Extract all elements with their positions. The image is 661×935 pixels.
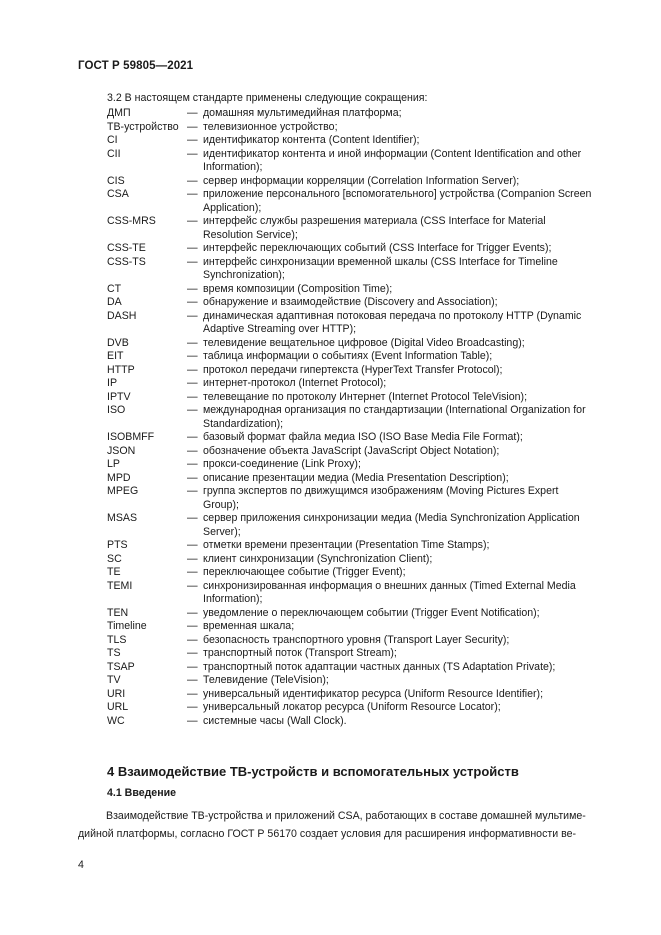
abbreviation-description bbox=[203, 107, 607, 121]
abbreviation-description bbox=[203, 620, 607, 634]
abbreviation-dash: — bbox=[187, 471, 198, 484]
abbreviation-dash: — bbox=[187, 687, 198, 700]
description-line: базовый формат файла медиа ISO (ISO Base Media File Format); bbox=[203, 431, 523, 443]
abbreviation-row bbox=[107, 256, 607, 283]
abbreviation-dash: — bbox=[187, 363, 198, 376]
abbreviation-row bbox=[107, 472, 607, 486]
abbreviation-description bbox=[203, 674, 607, 688]
page-number: 4 bbox=[78, 859, 84, 871]
abbreviation-dash: — bbox=[187, 377, 198, 389]
abbreviation-row bbox=[107, 296, 607, 310]
description-line: клиент синхронизации (Synchronization Client); bbox=[203, 552, 433, 565]
description-line: приложение персонального [вспомогательного] устройства (Companion Screen bbox=[203, 188, 592, 200]
abbreviation-description bbox=[203, 688, 607, 702]
abbreviation-term: DVB bbox=[107, 336, 129, 349]
abbreviation-description bbox=[203, 134, 607, 148]
abbreviation-description bbox=[203, 215, 607, 242]
abbreviation-row bbox=[107, 715, 607, 729]
abbreviation-term: ТВ-устройство bbox=[107, 120, 179, 133]
abbreviation-dash: — bbox=[187, 674, 198, 686]
abbreviation-dash: — bbox=[187, 633, 198, 646]
description-line: Information); bbox=[203, 593, 263, 605]
description-line: синхронизированная информация о внешних данных (Timed External Media bbox=[203, 579, 576, 592]
abbreviation-description bbox=[203, 485, 607, 512]
abbreviation-term: TEN bbox=[107, 606, 129, 619]
abbreviation-row bbox=[107, 566, 607, 580]
abbreviation-description bbox=[203, 188, 607, 215]
abbreviation-row bbox=[107, 431, 607, 445]
description-line: таблица информации о событиях (Event Information Table); bbox=[203, 350, 493, 362]
abbreviation-dash: — bbox=[187, 282, 198, 295]
abbreviation-row bbox=[107, 391, 607, 405]
subsection-title: 4.1 Введение bbox=[107, 787, 177, 799]
abbreviation-term: TS bbox=[107, 647, 121, 659]
description-line: Server); bbox=[203, 525, 241, 538]
abbreviation-row bbox=[107, 634, 607, 648]
abbreviation-term: PTS bbox=[107, 539, 128, 551]
abbreviation-term: EIT bbox=[107, 350, 124, 362]
abbreviation-description bbox=[203, 458, 607, 472]
abbreviation-description bbox=[203, 364, 607, 378]
paragraph-line: дийной платформы, согласно ГОСТ Р 56170 создает условия для расширения информативности ве- bbox=[78, 827, 577, 840]
body-paragraph bbox=[78, 808, 603, 843]
abbreviation-row bbox=[107, 701, 607, 715]
abbreviation-description bbox=[203, 634, 607, 648]
abbreviation-dash: — bbox=[187, 444, 198, 457]
description-line: домашняя мультимедийная платформа; bbox=[203, 107, 402, 119]
abbreviation-term: IP bbox=[107, 377, 118, 389]
abbreviation-description bbox=[203, 445, 607, 459]
abbreviation-dash: — bbox=[187, 147, 198, 160]
abbreviation-description bbox=[203, 242, 607, 256]
description-line: универсальный локатор ресурса (Uniform Resource Locator); bbox=[203, 701, 501, 713]
abbreviation-row bbox=[107, 121, 607, 135]
description-line: уведомление о переключающем событии (Trigger Event Notification); bbox=[203, 606, 540, 619]
abbreviation-row bbox=[107, 377, 607, 391]
abbreviation-term: TSAP bbox=[107, 660, 135, 673]
abbreviation-description bbox=[203, 715, 607, 729]
abbreviation-description bbox=[203, 431, 607, 445]
abbreviation-description bbox=[203, 539, 607, 553]
description-line: Телевидение (TeleVision); bbox=[203, 674, 329, 686]
description-line: телевещание по протоколу Интернет (Internet Protocol TeleVision); bbox=[203, 390, 528, 403]
abbreviation-row bbox=[107, 661, 607, 675]
abbreviation-description bbox=[203, 553, 607, 567]
abbreviation-term: MPD bbox=[107, 471, 131, 484]
document-header: ГОСТ Р 59805—2021 bbox=[78, 60, 194, 72]
abbreviation-row bbox=[107, 539, 607, 553]
abbreviation-row bbox=[107, 674, 607, 688]
abbreviation-term: WC bbox=[107, 714, 125, 727]
abbreviation-term: JSON bbox=[107, 444, 136, 457]
abbreviation-dash: — bbox=[187, 660, 198, 673]
section-title: 4 Взаимодействие ТВ-устройств и вспомогательных устройств bbox=[107, 764, 519, 779]
abbreviation-term: CIS bbox=[107, 174, 125, 187]
abbreviation-description bbox=[203, 175, 607, 189]
abbreviation-description bbox=[203, 566, 607, 580]
abbreviation-term: CSS-MRS bbox=[107, 215, 156, 227]
abbreviation-dash: — bbox=[187, 404, 198, 416]
description-line: сервер информации корреляции (Correlation Information Server); bbox=[203, 174, 520, 187]
abbreviation-row bbox=[107, 364, 607, 378]
abbreviation-term: IPTV bbox=[107, 390, 131, 403]
description-line: Group); bbox=[203, 498, 239, 511]
abbreviations-list bbox=[107, 107, 607, 728]
abbreviation-term: URI bbox=[107, 687, 126, 700]
description-line: идентификатор контента (Content Identifier); bbox=[203, 134, 420, 146]
abbreviation-row bbox=[107, 134, 607, 148]
abbreviation-dash: — bbox=[187, 134, 198, 146]
abbreviation-row bbox=[107, 580, 607, 607]
description-line: Information); bbox=[203, 161, 263, 173]
description-line: транспортный поток адаптации частных данных (TS Adaptation Private); bbox=[203, 660, 556, 673]
abbreviation-row bbox=[107, 512, 607, 539]
abbreviation-row bbox=[107, 688, 607, 702]
abbreviation-dash: — bbox=[187, 512, 198, 524]
abbreviation-description bbox=[203, 296, 607, 310]
abbreviation-dash: — bbox=[187, 647, 198, 659]
abbreviation-term: CSA bbox=[107, 188, 129, 200]
description-line: телевидение вещательное цифровое (Digital Video Broadcasting); bbox=[203, 336, 525, 349]
abbreviation-term: LP bbox=[107, 458, 120, 470]
abbreviation-dash: — bbox=[187, 336, 198, 349]
abbreviation-dash: — bbox=[187, 485, 198, 497]
abbreviation-dash: — bbox=[187, 120, 198, 133]
abbreviation-dash: — bbox=[187, 606, 198, 619]
paragraph-line: Взаимодействие ТВ-устройства и приложений CSA, работающих в составе домашней мультиме- bbox=[106, 810, 586, 822]
abbreviation-row bbox=[107, 148, 607, 175]
abbreviation-dash: — bbox=[187, 431, 198, 443]
abbreviation-term: ДМП bbox=[107, 107, 131, 119]
abbreviation-dash: — bbox=[187, 714, 198, 727]
abbreviation-dash: — bbox=[187, 296, 198, 308]
description-line: отметки времени презентации (Presentation Time Stamps); bbox=[203, 539, 490, 551]
abbreviation-description bbox=[203, 377, 607, 391]
abbreviation-row bbox=[107, 404, 607, 431]
abbreviation-dash: — bbox=[187, 539, 198, 551]
abbreviation-dash: — bbox=[187, 174, 198, 187]
abbreviation-row bbox=[107, 215, 607, 242]
abbreviation-row bbox=[107, 175, 607, 189]
description-line: Application); bbox=[203, 201, 262, 214]
description-line: обнаружение и взаимодействие (Discovery and Association); bbox=[203, 296, 498, 308]
abbreviation-dash: — bbox=[187, 215, 198, 227]
abbreviation-description bbox=[203, 661, 607, 675]
abbreviation-description bbox=[203, 350, 607, 364]
abbreviation-term: MPEG bbox=[107, 485, 139, 497]
abbreviation-row bbox=[107, 553, 607, 567]
description-line: описание презентации медиа (Media Presentation Description); bbox=[203, 471, 509, 484]
abbreviation-term: TEMI bbox=[107, 579, 133, 592]
abbreviation-term: DA bbox=[107, 296, 122, 308]
description-line: динамическая адаптивная потоковая передача по протоколу HTTP (Dynamic bbox=[203, 309, 582, 322]
abbreviation-description bbox=[203, 647, 607, 661]
abbreviation-dash: — bbox=[187, 107, 198, 119]
description-line: обозначение объекта JavaScript (JavaScript Object Notation); bbox=[203, 444, 500, 457]
description-line: идентификатор контента и иной информации (Content Identification and other bbox=[203, 147, 582, 160]
description-line: транспортный поток (Transport Stream); bbox=[203, 647, 397, 659]
description-line: время композиции (Composition Time); bbox=[203, 282, 393, 295]
abbreviation-term: TE bbox=[107, 566, 121, 578]
description-line: протокол передачи гипертекста (HyperText Transfer Protocol); bbox=[203, 363, 503, 376]
abbreviation-description bbox=[203, 404, 607, 431]
abbreviation-term: URL bbox=[107, 701, 129, 713]
abbreviation-description bbox=[203, 472, 607, 486]
abbreviation-description bbox=[203, 701, 607, 715]
description-line: интерфейс синхронизации временной шкалы (CSS Interface for Timeline bbox=[203, 255, 558, 268]
description-line: временная шкала; bbox=[203, 620, 295, 632]
abbreviation-term: SC bbox=[107, 552, 122, 565]
abbreviation-dash: — bbox=[187, 390, 198, 403]
abbreviation-dash: — bbox=[187, 242, 198, 254]
description-line: Synchronization); bbox=[203, 269, 285, 281]
abbreviation-description bbox=[203, 607, 607, 621]
description-line: системные часы (Wall Clock). bbox=[203, 714, 347, 727]
abbreviation-dash: — bbox=[187, 552, 198, 565]
abbreviation-row bbox=[107, 337, 607, 351]
abbreviation-term: ISO bbox=[107, 404, 126, 416]
abbreviation-dash: — bbox=[187, 255, 198, 268]
abbreviation-row bbox=[107, 310, 607, 337]
abbreviation-row bbox=[107, 242, 607, 256]
abbreviation-row bbox=[107, 485, 607, 512]
description-line: телевизионное устройство; bbox=[203, 120, 338, 133]
abbreviation-term: CSS-TE bbox=[107, 242, 146, 254]
description-line: интернет-протокол (Internet Protocol); bbox=[203, 377, 387, 389]
description-line: сервер приложения синхронизации медиа (Media Synchronization Application bbox=[203, 512, 580, 524]
description-line: Resolution Service); bbox=[203, 228, 298, 241]
description-line: интерфейс службы разрешения материала (CSS Interface for Material bbox=[203, 215, 546, 227]
abbreviation-term: MSAS bbox=[107, 512, 138, 524]
abbreviation-term: TV bbox=[107, 674, 121, 686]
abbreviation-term: TLS bbox=[107, 633, 127, 646]
abbreviation-term: HTTP bbox=[107, 363, 135, 376]
abbreviation-row bbox=[107, 107, 607, 121]
description-line: универсальный идентификатор ресурса (Uniform Resource Identifier); bbox=[203, 687, 544, 700]
abbreviation-term: CSS-TS bbox=[107, 255, 146, 268]
abbreviation-row bbox=[107, 445, 607, 459]
abbreviation-description bbox=[203, 256, 607, 283]
abbreviation-dash: — bbox=[187, 566, 198, 578]
description-line: интерфейс переключающих событий (CSS Interface for Trigger Events); bbox=[203, 242, 552, 254]
abbreviation-term: DASH bbox=[107, 309, 137, 322]
description-line: безопасность транспортного уровня (Transport Layer Security); bbox=[203, 633, 510, 646]
description-line: прокси-соединение (Link Proxy); bbox=[203, 458, 361, 470]
abbreviations-intro: 3.2 В настоящем стандарте применены следующие сокращения: bbox=[107, 92, 428, 104]
abbreviation-row bbox=[107, 188, 607, 215]
abbreviation-term: CT bbox=[107, 282, 122, 295]
abbreviation-description bbox=[203, 283, 607, 297]
abbreviation-dash: — bbox=[187, 309, 198, 322]
abbreviation-term: CI bbox=[107, 134, 118, 146]
abbreviation-row bbox=[107, 350, 607, 364]
abbreviation-term: CII bbox=[107, 147, 121, 160]
abbreviation-dash: — bbox=[187, 701, 198, 713]
abbreviation-term: Timeline bbox=[107, 620, 147, 632]
abbreviation-row bbox=[107, 647, 607, 661]
description-line: переключающее событие (Trigger Event); bbox=[203, 566, 406, 578]
description-line: Standardization); bbox=[203, 417, 284, 430]
abbreviation-dash: — bbox=[187, 579, 198, 592]
abbreviation-description bbox=[203, 512, 607, 539]
description-line: международная организация по стандартизации (International Organization for bbox=[203, 404, 586, 416]
abbreviation-description bbox=[203, 310, 607, 337]
description-line: группа экспертов по движущимся изображениям (Moving Pictures Expert bbox=[203, 485, 559, 497]
abbreviation-description bbox=[203, 121, 607, 135]
abbreviation-description bbox=[203, 391, 607, 405]
description-line: Adaptive Streaming over HTTP); bbox=[203, 323, 357, 335]
abbreviation-dash: — bbox=[187, 458, 198, 470]
abbreviation-description bbox=[203, 148, 607, 175]
abbreviation-row bbox=[107, 283, 607, 297]
abbreviation-description bbox=[203, 580, 607, 607]
abbreviation-dash: — bbox=[187, 350, 198, 362]
abbreviation-term: ISOBMFF bbox=[107, 431, 155, 443]
abbreviation-dash: — bbox=[187, 188, 198, 200]
abbreviation-row bbox=[107, 607, 607, 621]
abbreviation-row bbox=[107, 458, 607, 472]
abbreviation-row bbox=[107, 620, 607, 634]
abbreviation-description bbox=[203, 337, 607, 351]
abbreviation-dash: — bbox=[187, 620, 198, 632]
